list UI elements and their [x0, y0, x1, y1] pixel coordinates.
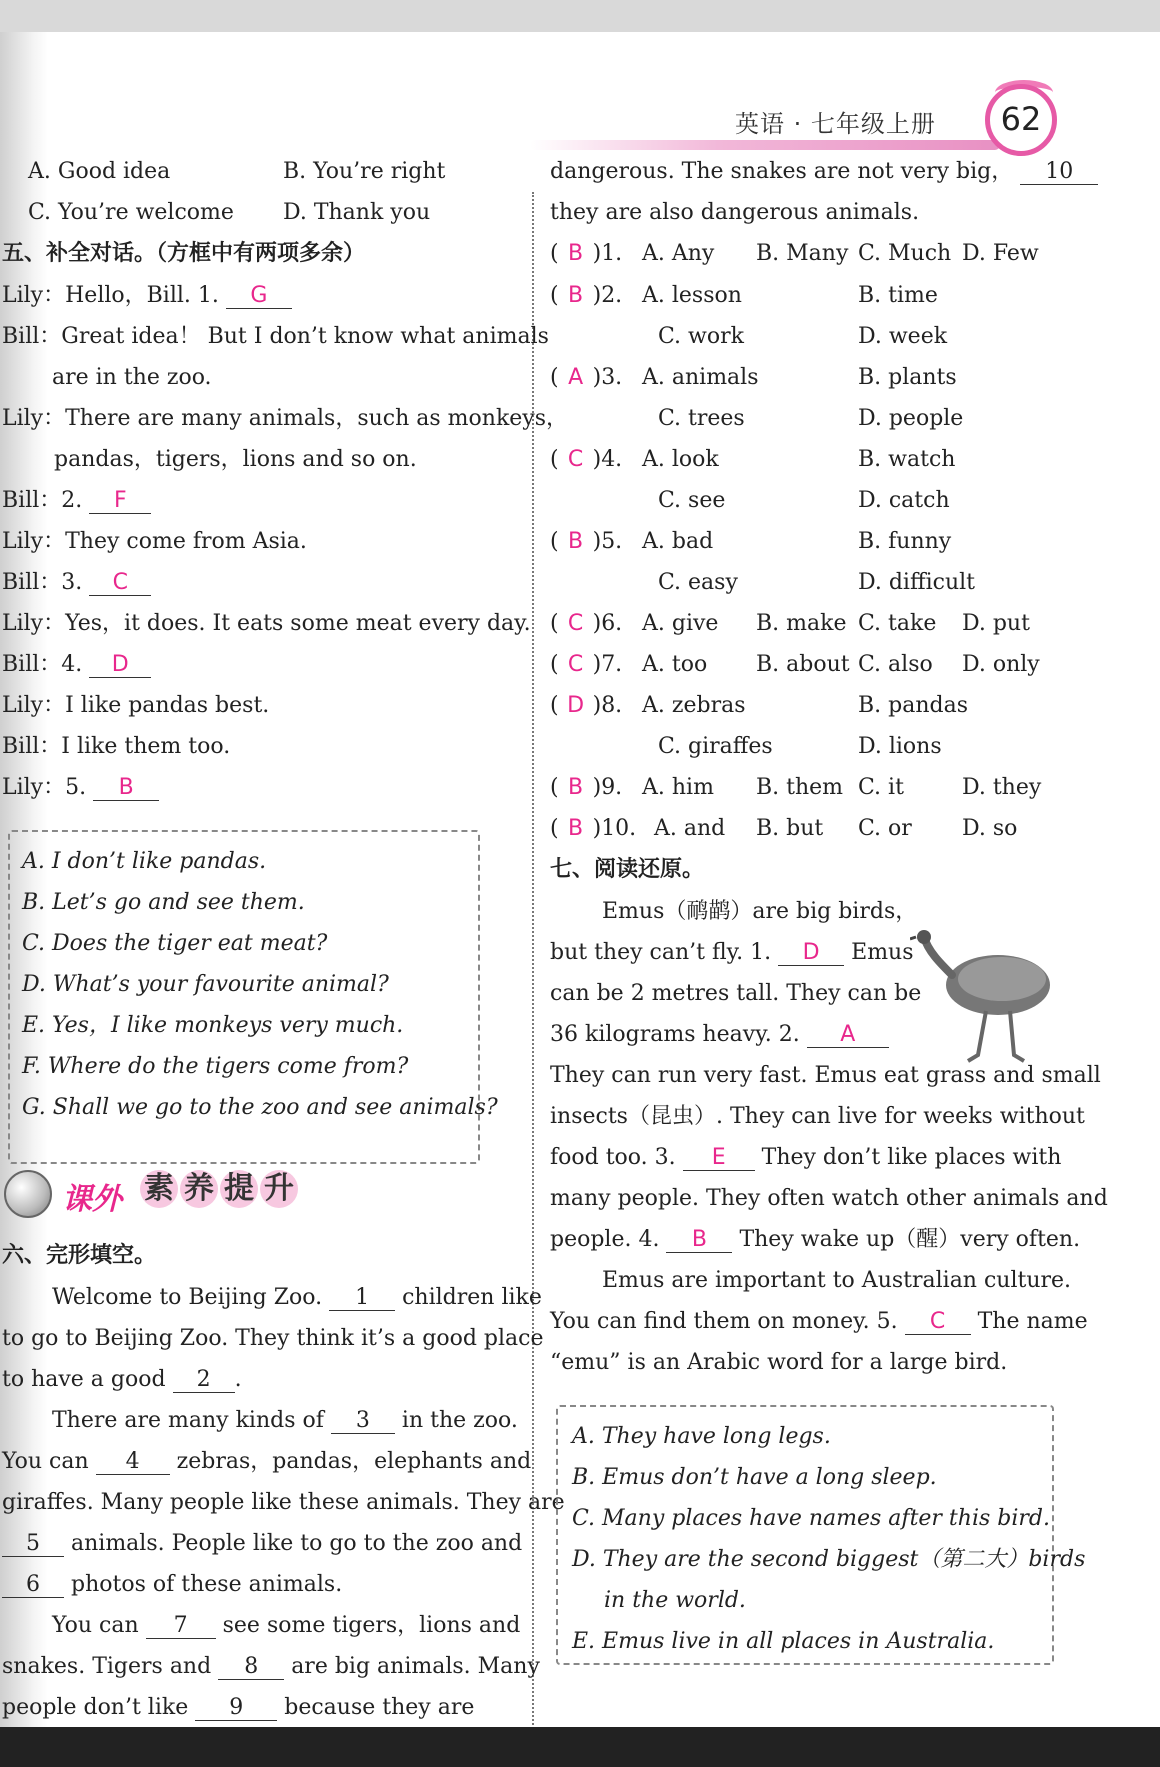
q5-opt-b: B. funny	[858, 529, 952, 554]
section6-title: 六、完形填空。	[2, 1243, 157, 1268]
passage-line: 5 animals. People like to go to the zoo and	[2, 1530, 522, 1558]
question-7: ( C )7.	[550, 652, 623, 677]
reading-line: people. 4. B They wake up（醒）very often.	[550, 1227, 1081, 1252]
section7-options-box	[556, 1405, 1086, 1665]
question-1: ( B )1.	[550, 241, 623, 266]
option-item: E. Emus live in all places in Australia.	[572, 1629, 995, 1654]
header-line	[530, 140, 1000, 150]
dialogue-line: Lily：5. B	[2, 774, 159, 802]
dialogue-line: Lily：There are many animals，such as monkeys，	[2, 406, 569, 431]
reading-line: 36 kilograms heavy. 2. A	[550, 1021, 889, 1049]
q6-opt-c: C. take	[858, 611, 937, 636]
passage-line: giraffes. Many people like these animals. They are	[2, 1490, 565, 1515]
question-6: ( C )6.	[550, 611, 623, 636]
option-item: A. I don’t like pandas.	[22, 849, 267, 874]
reading-line: but they can’t fly. 1. D Emus	[550, 940, 914, 965]
q2-opt-c: C. work	[658, 324, 744, 349]
option-item: C. Many places have names after this bird.	[572, 1506, 1050, 1531]
option-item: A. They have long legs.	[572, 1424, 831, 1449]
workbook-page	[0, 32, 1160, 1727]
answer-blank: A	[807, 1023, 889, 1048]
q10-opt-a: A. and	[654, 816, 726, 841]
answer-blank: B	[666, 1228, 732, 1253]
answer-blank: B	[93, 776, 159, 801]
option-item: F. Where do the tigers come from?	[22, 1054, 409, 1079]
q8-opt-c: C. giraffes	[658, 734, 773, 759]
passage-line: they are also dangerous animals.	[550, 200, 920, 225]
dialogue-line: Bill：3. C	[2, 569, 151, 597]
q2-opt-a: A. lesson	[642, 283, 742, 308]
section-banner	[0, 1160, 340, 1232]
reading-line: Emus are important to Australian culture.	[602, 1268, 1072, 1293]
page-number-badge: 62	[985, 84, 1057, 156]
dialogue-line: are in the zoo.	[52, 365, 212, 390]
answer-blank: E	[683, 1146, 755, 1171]
passage-line: There are many kinds of 3 in the zoo.	[52, 1408, 518, 1433]
banner-text-2: 素 养 提 升	[140, 1170, 300, 1208]
header-title: 英语 · 七年级上册	[735, 110, 936, 138]
dialogue-line: Lily：Hello，Bill. 1. G	[2, 282, 292, 310]
reading-line: can be 2 metres tall. They can be	[550, 981, 922, 1006]
passage-line: You can 7 see some tigers，lions and	[52, 1613, 521, 1638]
q3-opt-a: A. animals	[642, 365, 759, 390]
q5-opt-d: D. difficult	[858, 570, 975, 595]
passage-line: to go to Beijing Zoo. They think it’s a good place	[2, 1326, 544, 1351]
reading-line: You can find them on money. 5. C The name	[550, 1309, 1088, 1334]
dialogue-line: Bill：4. D	[2, 651, 151, 679]
q2-opt-b: B. time	[858, 283, 938, 308]
passage-line: dangerous. The snakes are not very big， 10	[550, 158, 1098, 186]
option-item: in the world.	[604, 1588, 746, 1613]
section7-title: 七、阅读还原。	[550, 857, 705, 882]
prev-option-d: D. Thank you	[283, 200, 431, 225]
option-item: G. Shall we go to the zoo and see animals?	[22, 1095, 498, 1120]
passage-line: You can 4 zebras，pandas，elephants and	[2, 1449, 532, 1474]
q1-opt-b: B. Many	[756, 241, 849, 266]
reading-line: They can run very fast. Emus eat grass and small	[550, 1063, 1101, 1088]
q5-opt-c: C. easy	[658, 570, 738, 595]
section5-options-box	[8, 830, 498, 1164]
dialogue-line: pandas，tigers，lions and so on.	[54, 447, 417, 472]
prev-option-a: A. Good idea	[28, 159, 171, 184]
dialogue-line: Bill：I like them too.	[2, 734, 231, 759]
reading-line: Emus（鸸鹋）are big birds，	[602, 899, 918, 924]
option-item: D. What’s your favourite animal?	[22, 972, 389, 997]
dialogue-line: Bill：Great idea！ But I don’t know what animals	[2, 324, 549, 349]
q7-opt-c: C. also	[858, 652, 933, 677]
dialogue-line: Bill：2. F	[2, 487, 151, 515]
q9-opt-d: D. they	[962, 775, 1042, 800]
option-item: B. Let’s go and see them.	[22, 890, 305, 915]
q10-opt-c: C. or	[858, 816, 912, 841]
reading-line: many people. They often watch other animals and	[550, 1186, 1108, 1211]
answer-blank: D	[89, 653, 151, 678]
prev-option-b: B. You’re right	[283, 159, 446, 184]
passage-line: to have a good 2 .	[2, 1367, 242, 1392]
q8-opt-d: D. lions	[858, 734, 942, 759]
q6-opt-a: A. give	[642, 611, 719, 636]
question-4: ( C )4.	[550, 447, 623, 472]
q4-opt-c: C. see	[658, 488, 726, 513]
answer-blank: C	[905, 1310, 971, 1335]
q8-opt-a: A. zebras	[642, 693, 746, 718]
passage-line: 6 photos of these animals.	[2, 1571, 342, 1599]
q9-opt-b: B. them	[756, 775, 844, 800]
q2-opt-d: D. week	[858, 324, 948, 349]
question-10: ( B )10.	[550, 816, 637, 841]
option-item: C. Does the tiger eat meat?	[22, 931, 328, 956]
question-3: ( A )3.	[550, 365, 623, 390]
passage-line: Welcome to Beijing Zoo. 1 children like	[52, 1285, 542, 1310]
q7-opt-a: A. too	[642, 652, 708, 677]
option-item: D. They are the second biggest（第二大）birds	[572, 1547, 1086, 1572]
question-5: ( B )5.	[550, 529, 623, 554]
q10-opt-d: D. so	[962, 816, 1018, 841]
prev-option-c: C. You’re welcome	[28, 200, 234, 225]
question-9: ( B )9.	[550, 775, 623, 800]
reading-line: “emu” is an Arabic word for a large bird.	[550, 1350, 1008, 1375]
question-2: ( B )2.	[550, 283, 623, 308]
passage-line: snakes. Tigers and 8 are big animals. Many	[2, 1654, 540, 1679]
globe-icon	[4, 1170, 52, 1218]
question-8: ( D )8.	[550, 693, 623, 718]
reading-line: food too. 3. E They don’t like places with	[550, 1145, 1062, 1170]
answer-blank: G	[226, 284, 292, 309]
q9-opt-c: C. it	[858, 775, 904, 800]
q3-opt-b: B. plants	[858, 365, 957, 390]
section5-title: 五、补全对话。（方框中有两项多余）	[2, 241, 366, 266]
q1-opt-c: C. Much	[858, 241, 952, 266]
answer-blank: C	[89, 571, 151, 596]
answer-blank: F	[89, 489, 151, 514]
q8-opt-b: B. pandas	[858, 693, 969, 718]
q3-opt-c: C. trees	[658, 406, 745, 431]
dialogue-line: Lily：Yes，it does. It eats some meat every day.	[2, 611, 531, 636]
answer-blank: D	[778, 941, 844, 966]
q3-opt-d: D. people	[858, 406, 964, 431]
reading-line: insects（昆虫）. They can live for weeks without	[550, 1104, 1085, 1129]
q4-opt-a: A. look	[642, 447, 719, 472]
emu-illustration	[910, 927, 1060, 1067]
q6-opt-b: B. make	[756, 611, 847, 636]
option-item: E. Yes，I like monkeys very much.	[22, 1013, 404, 1038]
q1-opt-a: A. Any	[642, 241, 715, 266]
bottom-bar	[0, 1727, 1160, 1767]
passage-line: people don’t like 9 because they are	[2, 1695, 475, 1720]
q4-opt-b: B. watch	[858, 447, 956, 472]
q6-opt-d: D. put	[962, 611, 1030, 636]
q5-opt-a: A. bad	[642, 529, 714, 554]
banner-text-1: 课外	[62, 1182, 122, 1217]
q7-opt-d: D. only	[962, 652, 1040, 677]
q4-opt-d: D. catch	[858, 488, 950, 513]
q7-opt-b: B. about	[756, 652, 850, 677]
q10-opt-b: B. but	[756, 816, 824, 841]
option-item: B. Emus don’t have a long sleep.	[572, 1465, 937, 1490]
dialogue-line: Lily：I like pandas best.	[2, 693, 270, 718]
q9-opt-a: A. him	[642, 775, 714, 800]
q1-opt-d: D. Few	[962, 241, 1039, 266]
dialogue-line: Lily：They come from Asia.	[2, 529, 307, 554]
